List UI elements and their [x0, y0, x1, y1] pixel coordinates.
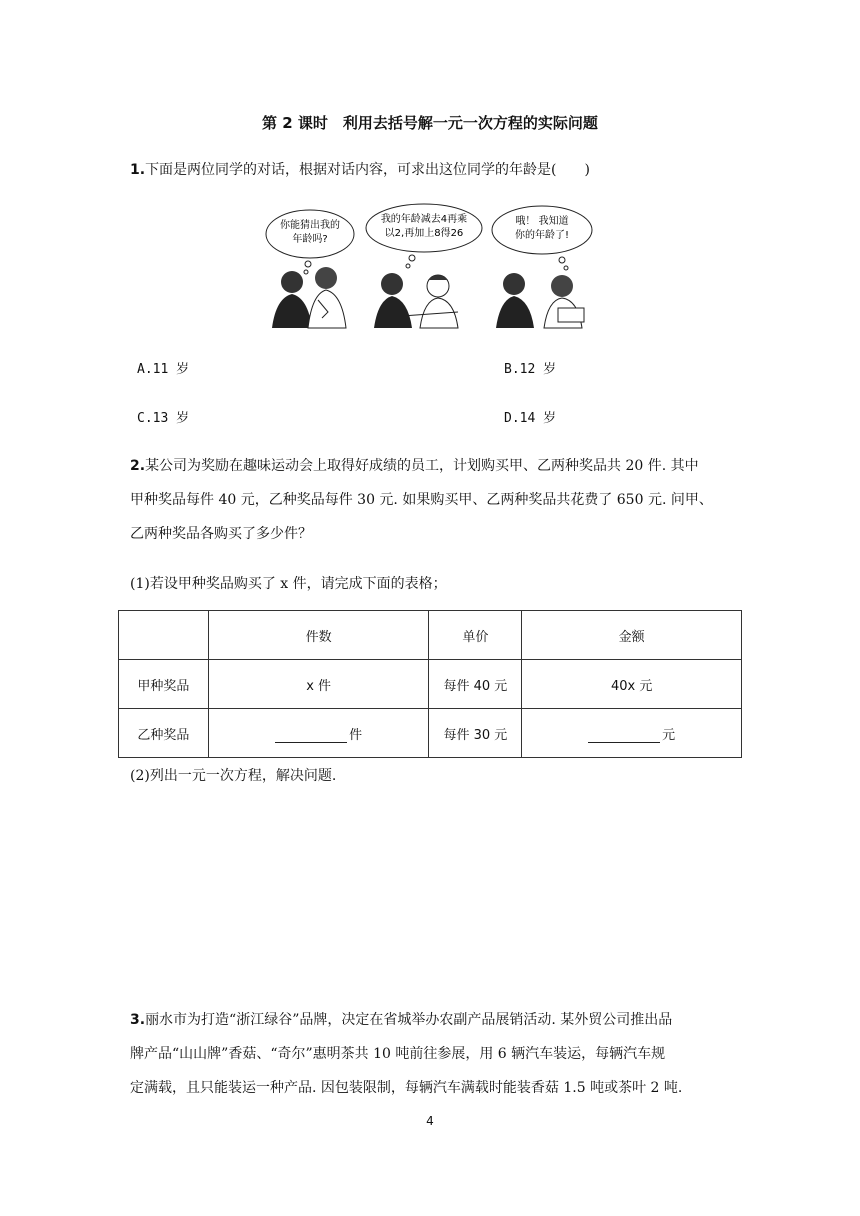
table-cell-count-blank — [208, 709, 429, 758]
bubble-2-line-2: 以2,再加上8得26 — [384, 228, 464, 239]
amount-unit: 元 — [662, 727, 676, 743]
comic-panel-1 — [266, 210, 354, 328]
comic-panel-2 — [366, 204, 482, 328]
question-2-part-2: (2)列出一元一次方程，解决问题. — [130, 768, 337, 784]
dialogue-illustration — [262, 200, 598, 336]
answer-blank[interactable] — [588, 728, 660, 743]
table-header-cell: 件数 — [208, 611, 429, 660]
option-a: A.11 岁 — [137, 362, 190, 377]
table-cell: 乙种奖品 — [119, 709, 209, 758]
option-b: B.12 岁 — [504, 362, 557, 377]
question-1-text: 下面是两位同学的对话，根据对话内容，可求出这位同学的年龄是( ) — [145, 162, 590, 178]
table-row — [119, 709, 742, 758]
question-2-line-2: 甲种奖品每件 40 元，乙种奖品每件 30 元. 如果购买甲、乙两种奖品共花费了 650 元. 问甲、 — [130, 492, 713, 508]
table-cell: 甲种奖品 — [119, 660, 209, 709]
question-3-line-3: 定满载，且只能装运一种产品. 因包装限制，每辆汽车满载时能装香菇 1.5 吨或茶叶 2 吨. — [130, 1080, 683, 1096]
table-header-cell: 金额 — [522, 611, 742, 660]
page-title: 第 2 课时 利用去括号解一元一次方程的实际问题 — [262, 114, 598, 132]
page-number: 4 — [426, 1114, 434, 1128]
question-3-line-1 — [130, 1010, 672, 1030]
bubble-3-line-2: 你的年龄了! — [514, 230, 570, 241]
prize-table — [118, 610, 742, 758]
bubble-1-line-2: 年龄吗? — [292, 234, 328, 245]
question-2-text-1: 某公司为奖励在趣味运动会上取得好成绩的员工，计划购买甲、乙两种奖品共 20 件. 其中 — [145, 458, 699, 474]
table-header-cell — [119, 611, 209, 660]
question-2-number: 2. — [130, 458, 146, 474]
question-3-number: 3. — [130, 1012, 146, 1028]
question-1-number: 1. — [130, 162, 146, 178]
comic-panel-3 — [492, 206, 592, 328]
table-cell: 每件 30 元 — [429, 709, 522, 758]
table-cell: 每件 40 元 — [429, 660, 522, 709]
question-3-line-2: 牌产品“山山牌”香菇、“奇尔”惠明茶共 10 吨前往参展，用 6 辆汽车装运，每辆汽车规 — [130, 1046, 666, 1062]
table-row — [119, 660, 742, 709]
count-unit: 件 — [349, 727, 363, 743]
question-3-text-1: 丽水市为打造“浙江绿谷”品牌，决定在省城举办农副产品展销活动. 某外贸公司推出品 — [145, 1012, 673, 1028]
question-2-line-1 — [130, 456, 699, 476]
table-header-row — [119, 611, 742, 660]
answer-blank[interactable] — [275, 728, 347, 743]
bubble-2-line-1: 我的年龄减去4再乘 — [380, 214, 468, 225]
bubble-3-line-1: 哦！ 我知道 — [515, 216, 569, 227]
question-1 — [130, 160, 590, 180]
option-c: C.13 岁 — [137, 411, 190, 426]
bubble-1-line-1: 你能猜出我的 — [280, 220, 340, 231]
question-2-line-3: 乙两种奖品各购买了多少件？ — [130, 526, 312, 542]
option-d: D.14 岁 — [504, 411, 557, 426]
table-cell: 40x 元 — [522, 660, 742, 709]
table-cell: x 件 — [208, 660, 429, 709]
table-cell-amount-blank — [522, 709, 742, 758]
question-2-part-1: (1)若设甲种奖品购买了 x 件，请完成下面的表格； — [130, 576, 447, 592]
table-header-cell: 单价 — [429, 611, 522, 660]
